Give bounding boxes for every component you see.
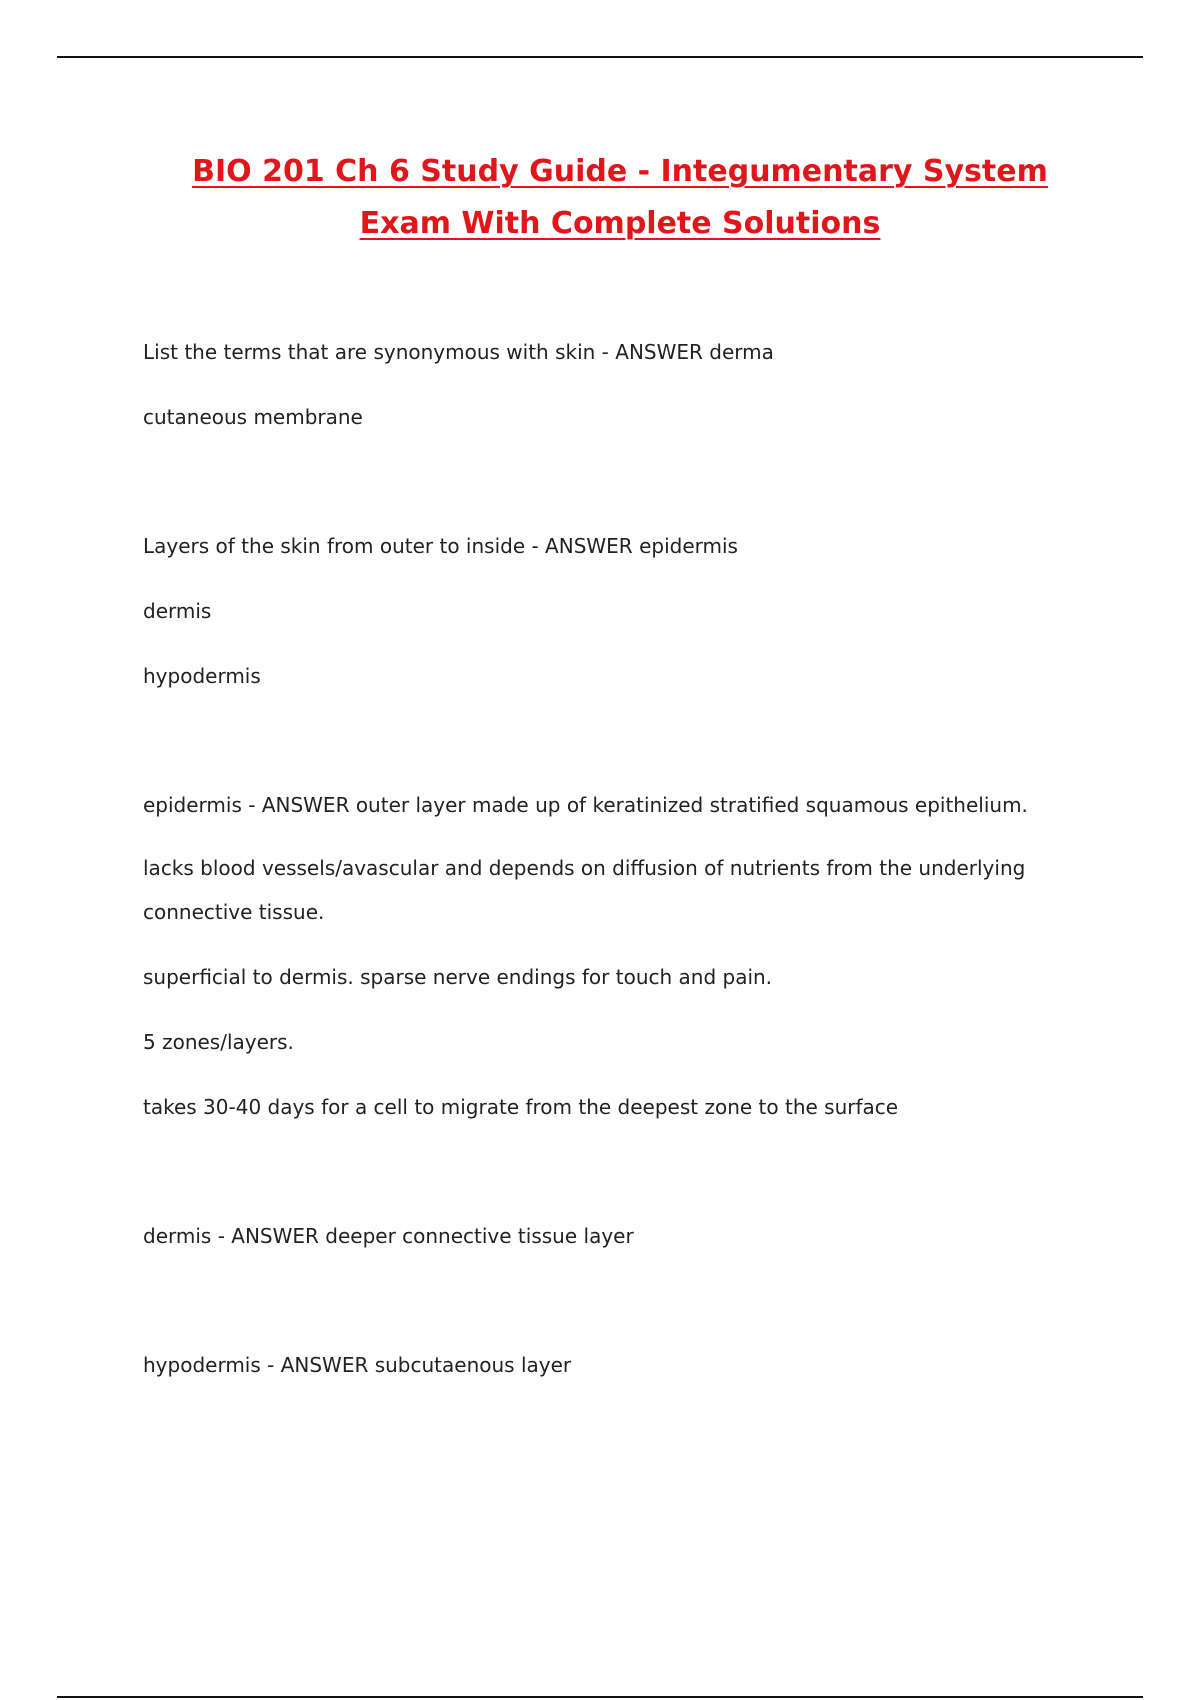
document-title xyxy=(100,146,1140,250)
title-line-2: Exam With Complete Solutions xyxy=(359,206,881,241)
qa-line: hypodermis - ANSWER subcutaenous layer xyxy=(143,1353,572,1377)
qa-line: connective tissue. xyxy=(143,900,325,924)
bottom-rule xyxy=(57,1696,1143,1698)
qa-line: Layers of the skin from outer to inside - ANSWER epidermis xyxy=(143,534,738,558)
qa-line: superficial to dermis. sparse nerve endings for touch and pain. xyxy=(143,965,773,989)
qa-line: List the terms that are synonymous with skin - ANSWER derma xyxy=(143,340,774,364)
qa-line: dermis xyxy=(143,599,212,623)
qa-line: cutaneous membrane xyxy=(143,405,363,429)
qa-line: dermis - ANSWER deeper connective tissue layer xyxy=(143,1224,634,1248)
qa-line: lacks blood vessels/avascular and depends on diffusion of nutrients from the underlying xyxy=(143,856,1026,880)
qa-line: 5 zones/layers. xyxy=(143,1030,294,1054)
qa-line: takes 30-40 days for a cell to migrate from the deepest zone to the surface xyxy=(143,1095,899,1119)
qa-line: hypodermis xyxy=(143,664,261,688)
qa-line: epidermis - ANSWER outer layer made up of keratinized stratified squamous epithelium. xyxy=(143,793,1028,817)
title-line-1: BIO 201 Ch 6 Study Guide - Integumentary System xyxy=(192,154,1048,189)
top-rule xyxy=(57,56,1143,58)
